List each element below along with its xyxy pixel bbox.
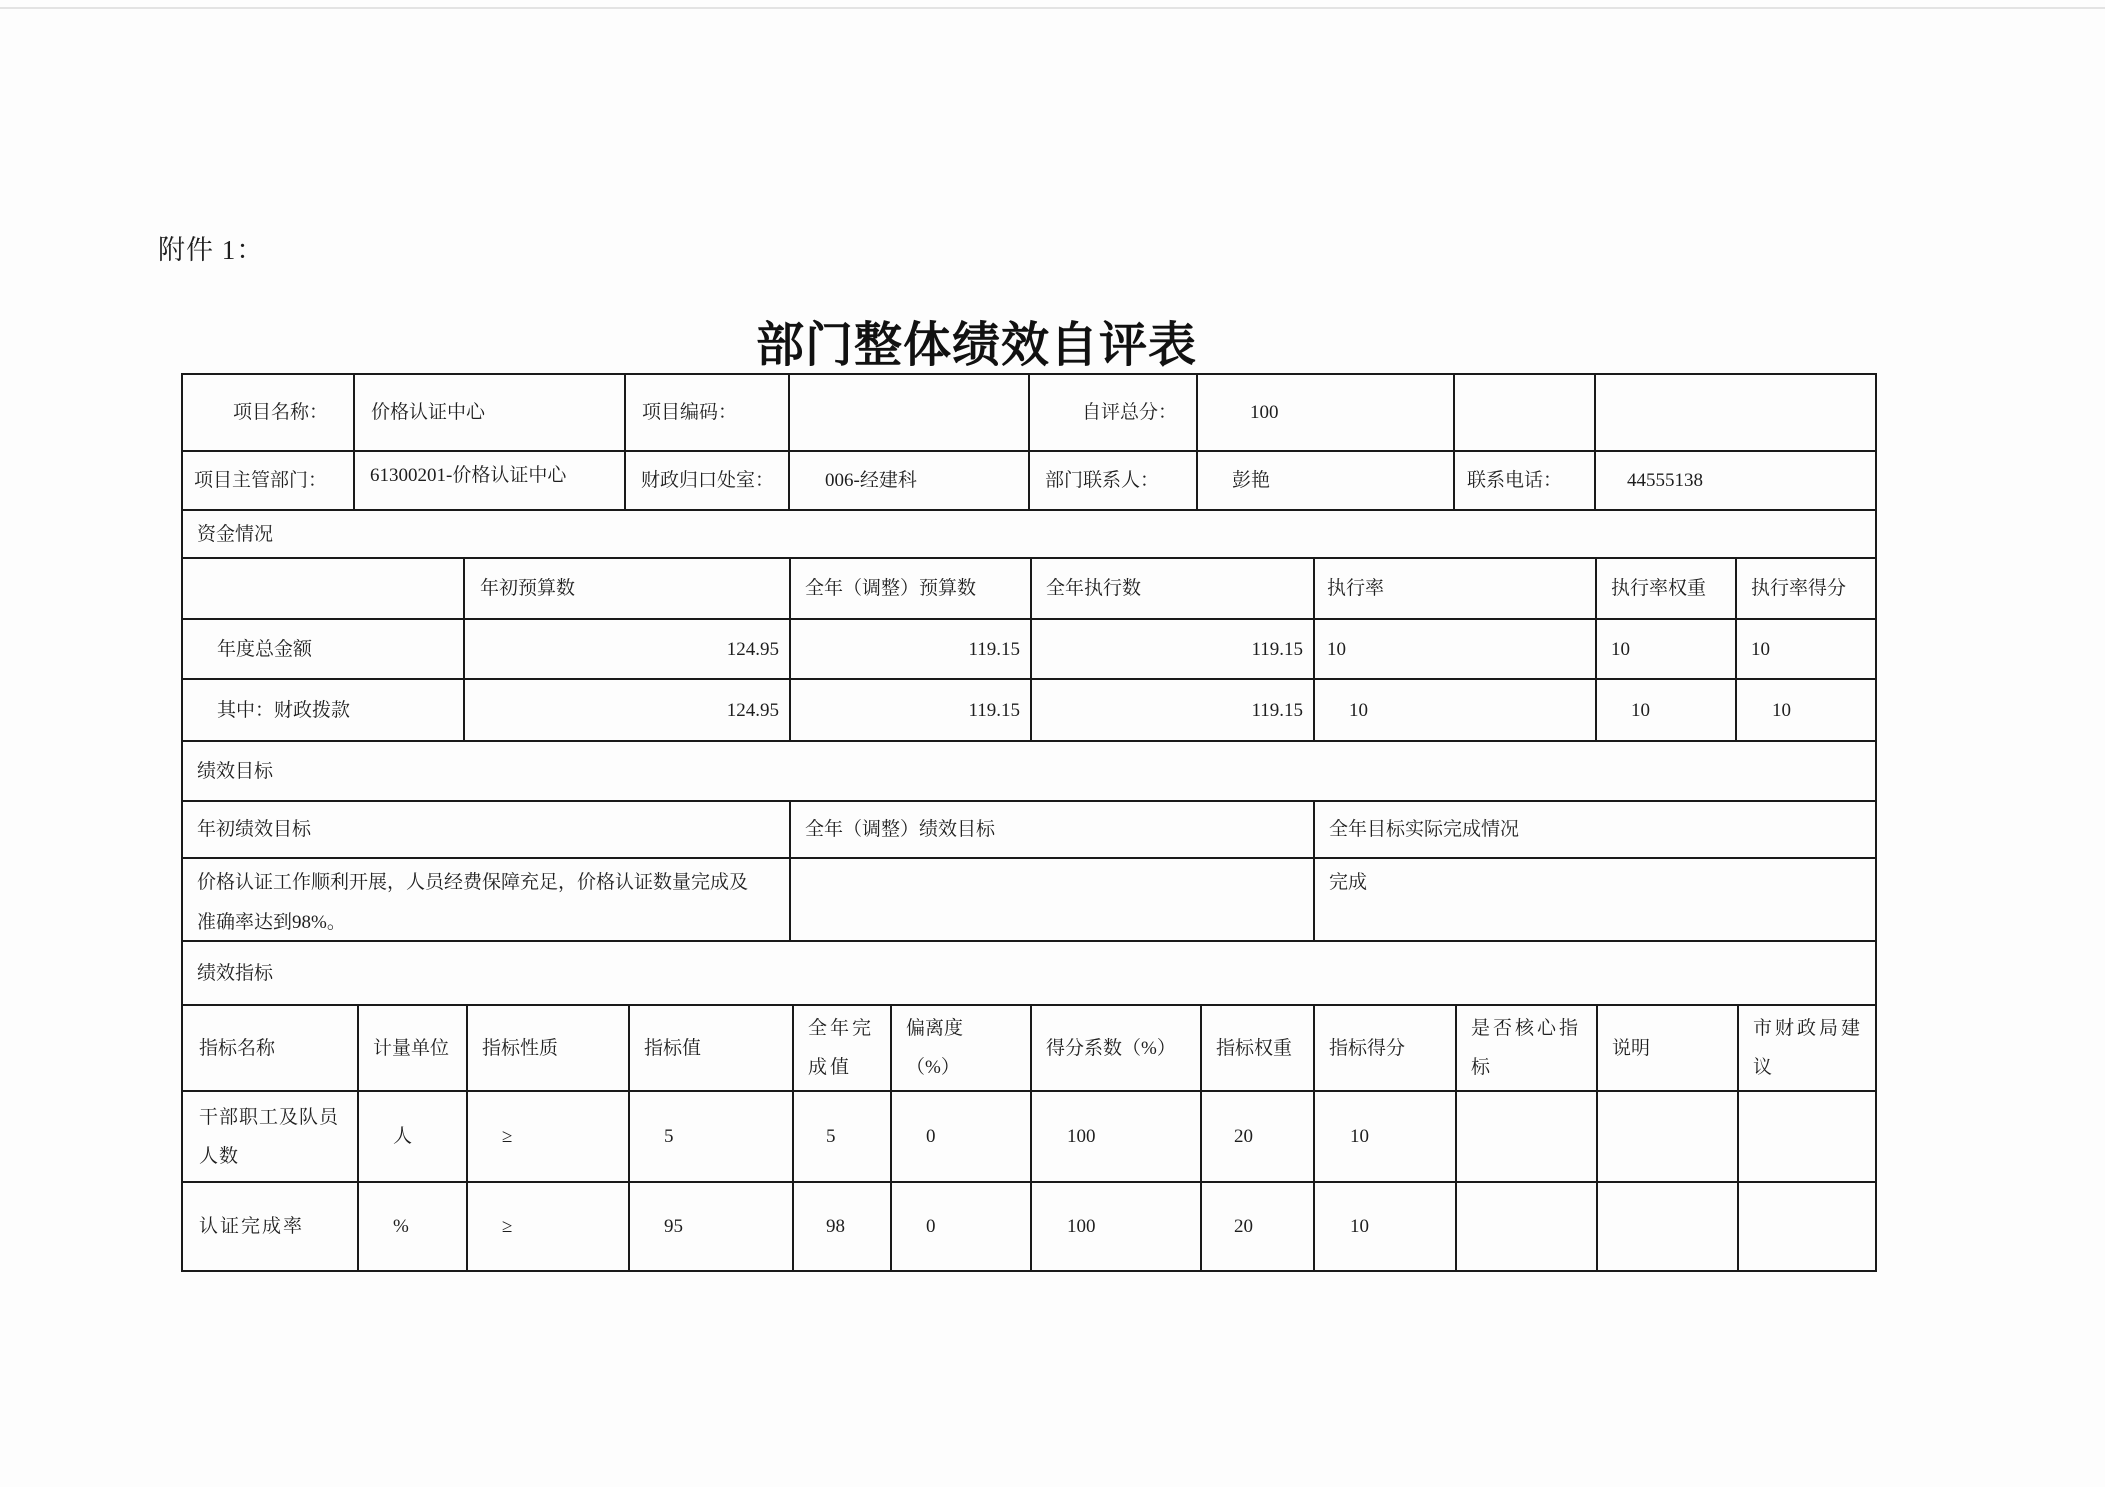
project-code-label: 项目编码： bbox=[626, 375, 790, 452]
goals-header-cell: 年初绩效目标 bbox=[183, 802, 791, 859]
funds-table-cell: 10 bbox=[1597, 680, 1737, 742]
indicator-table-cell bbox=[1457, 1092, 1598, 1183]
funds-header-cell: 年初预算数 bbox=[465, 559, 791, 620]
indicator-table-cell: 人 bbox=[359, 1092, 468, 1183]
indicator-header-cell: 计量单位 bbox=[359, 1006, 468, 1092]
indicator-header-cell: 得分系数（%） bbox=[1032, 1006, 1202, 1092]
funds-table-cell: 119.15 bbox=[791, 620, 1032, 680]
funds-header-cell bbox=[183, 559, 465, 620]
phone-label: 联系电话： bbox=[1455, 452, 1596, 511]
funds-table-cell: 119.15 bbox=[791, 680, 1032, 742]
indicators-section-title: 绩效指标 bbox=[183, 942, 1877, 1006]
indicator-name-cell: 干部职工及队员 人数 bbox=[183, 1092, 359, 1183]
indicator-header-cell: 偏离度 （%） bbox=[892, 1006, 1032, 1092]
funds-row-label: 年度总金额 bbox=[183, 620, 465, 680]
project-name-value: 价格认证中心 bbox=[355, 375, 626, 452]
indicator-header-cell: 指标得分 bbox=[1315, 1006, 1457, 1092]
funds-header-cell: 执行率权重 bbox=[1597, 559, 1737, 620]
indicator-table-cell: 0 bbox=[892, 1183, 1032, 1272]
indicator-table-cell bbox=[1598, 1092, 1739, 1183]
blank-cell bbox=[1596, 375, 1877, 452]
phone-value: 44555138 bbox=[1596, 452, 1877, 511]
funds-section-title: 资金情况 bbox=[183, 511, 1877, 559]
indicator-table-cell: 10 bbox=[1315, 1092, 1457, 1183]
dept-label: 项目主管部门： bbox=[183, 452, 355, 511]
adjusted-goal-text bbox=[791, 859, 1315, 942]
funds-table-cell: 10 bbox=[1737, 680, 1877, 742]
finance-office-value: 006-经建科 bbox=[790, 452, 1030, 511]
indicator-table-cell bbox=[1739, 1183, 1877, 1272]
goals-header-cell: 全年目标实际完成情况 bbox=[1315, 802, 1877, 859]
funds-header-cell: 执行率 bbox=[1315, 559, 1597, 620]
blank-cell bbox=[1455, 375, 1596, 452]
indicator-header-cell: 指标名称 bbox=[183, 1006, 359, 1092]
indicator-table-cell bbox=[1739, 1092, 1877, 1183]
indicator-table-cell: 5 bbox=[630, 1092, 794, 1183]
indicator-header-cell: 是否核心指 标 bbox=[1457, 1006, 1598, 1092]
goals-section-title: 绩效目标 bbox=[183, 742, 1877, 802]
scan-edge-line bbox=[0, 7, 2105, 9]
indicator-table-cell: 20 bbox=[1202, 1183, 1315, 1272]
indicator-table-cell: % bbox=[359, 1183, 468, 1272]
self-score-value: 100 bbox=[1198, 375, 1455, 452]
self-score-label: 自评总分： bbox=[1030, 375, 1198, 452]
funds-header-cell: 全年（调整）预算数 bbox=[791, 559, 1032, 620]
goals-header-cell: 全年（调整）绩效目标 bbox=[791, 802, 1315, 859]
indicator-table-cell: 100 bbox=[1032, 1183, 1202, 1272]
indicator-header-cell: 指标值 bbox=[630, 1006, 794, 1092]
attachment-label: 附件 1： bbox=[158, 235, 265, 265]
funds-table-cell: 124.95 bbox=[465, 620, 791, 680]
indicator-table-cell: ≥ bbox=[468, 1183, 630, 1272]
contact-value: 彭艳 bbox=[1198, 452, 1455, 511]
indicator-table-cell bbox=[1457, 1183, 1598, 1272]
funds-header-cell: 执行率得分 bbox=[1737, 559, 1877, 620]
indicator-table-cell: 100 bbox=[1032, 1092, 1202, 1183]
funds-table-cell: 119.15 bbox=[1032, 620, 1315, 680]
funds-table-cell: 10 bbox=[1597, 620, 1737, 680]
indicator-header-cell: 全年完 成值 bbox=[794, 1006, 892, 1092]
dept-value: 61300201-价格认证中心 bbox=[355, 452, 626, 511]
indicator-header-cell: 市财政局建 议 bbox=[1739, 1006, 1877, 1092]
evaluation-table bbox=[181, 373, 1877, 1272]
funds-row-label: 其中：财政拨款 bbox=[183, 680, 465, 742]
indicator-table-cell: 10 bbox=[1315, 1183, 1457, 1272]
funds-table-cell: 119.15 bbox=[1032, 680, 1315, 742]
indicator-header-cell: 指标性质 bbox=[468, 1006, 630, 1092]
funds-table-cell: 124.95 bbox=[465, 680, 791, 742]
indicator-table-cell bbox=[1598, 1183, 1739, 1272]
finance-office-label: 财政归口处室： bbox=[626, 452, 790, 511]
goal-completion-text: 完成 bbox=[1315, 859, 1877, 942]
funds-table-cell: 10 bbox=[1315, 680, 1597, 742]
indicator-name-cell: 认证完成率 bbox=[183, 1183, 359, 1272]
indicator-table-cell: ≥ bbox=[468, 1092, 630, 1183]
indicator-table-cell: 5 bbox=[794, 1092, 892, 1183]
contact-label: 部门联系人： bbox=[1030, 452, 1198, 511]
indicator-header-cell: 指标权重 bbox=[1202, 1006, 1315, 1092]
project-name-label: 项目名称： bbox=[183, 375, 355, 452]
document-title: 部门整体绩效自评表 bbox=[756, 319, 1198, 372]
indicator-table-cell: 95 bbox=[630, 1183, 794, 1272]
indicator-table-cell: 0 bbox=[892, 1092, 1032, 1183]
annual-goal-text: 价格认证工作顺利开展，人员经费保障充足，价格认证数量完成及准确率达到98%。 bbox=[183, 859, 791, 942]
indicator-table-cell: 98 bbox=[794, 1183, 892, 1272]
project-code-value bbox=[790, 375, 1030, 452]
funds-table-cell: 10 bbox=[1315, 620, 1597, 680]
funds-header-cell: 全年执行数 bbox=[1032, 559, 1315, 620]
funds-table-cell: 10 bbox=[1737, 620, 1877, 680]
indicator-header-cell: 说明 bbox=[1598, 1006, 1739, 1092]
indicator-table-cell: 20 bbox=[1202, 1092, 1315, 1183]
